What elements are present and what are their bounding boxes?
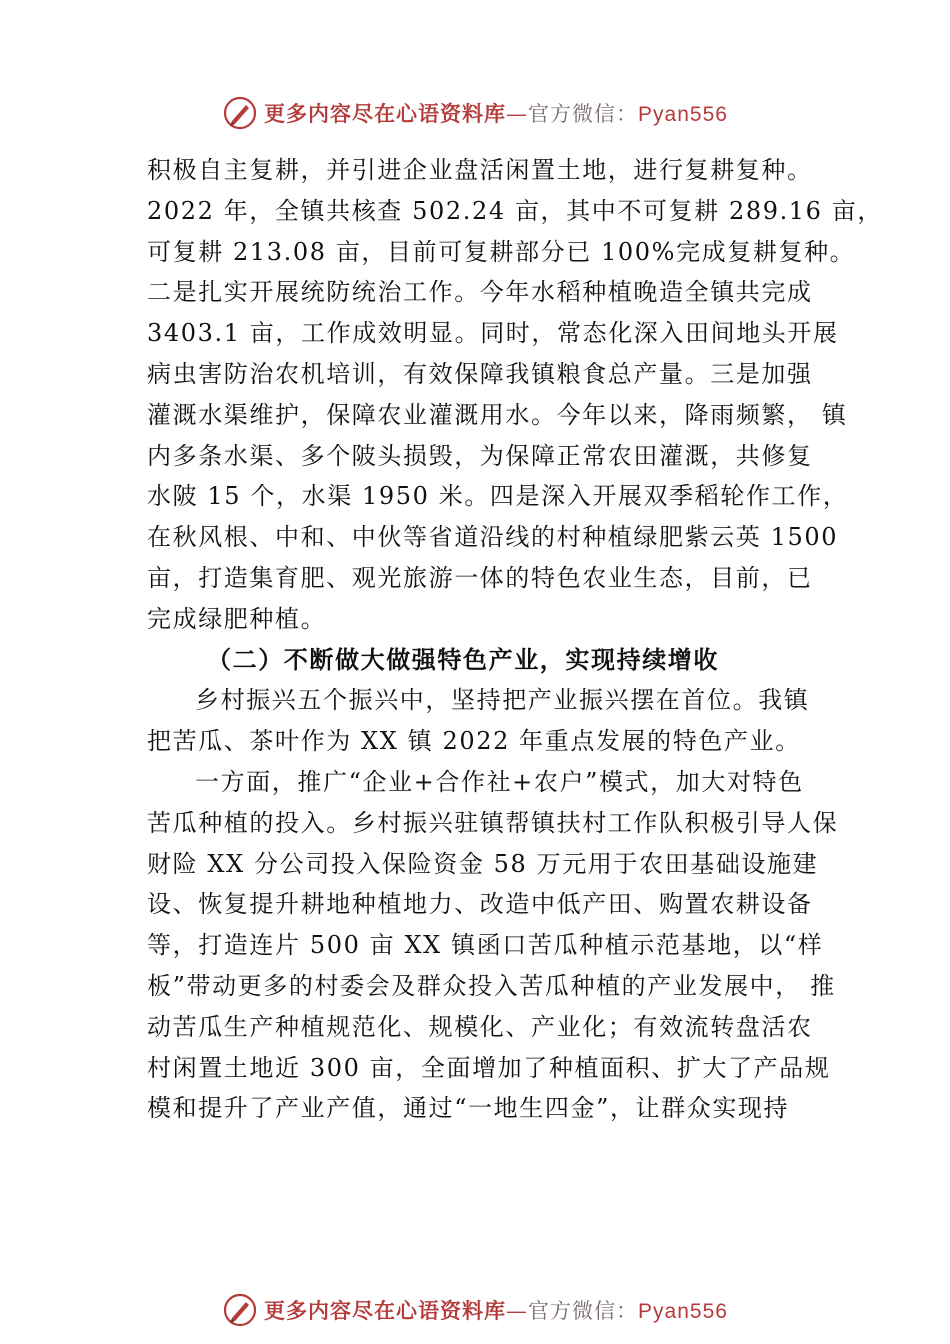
banner-separator: — (506, 1299, 529, 1323)
body-line: 设、恢复提升耕地种植地力、改造中低产田、购置农耕设备 (147, 890, 813, 919)
header-banner (0, 93, 950, 133)
banner-title: 更多内容尽在心语资料库 (264, 101, 507, 126)
banner-separator: — (506, 102, 529, 126)
body-line: 积极自主复耕，并引进企业盘活闲置土地，进行复耕复种。 (147, 156, 813, 184)
body-line: 苦瓜种植的投入。乡村振兴驻镇帮镇扶村工作队积极引导人保 (147, 808, 839, 837)
pen-logo-icon (222, 1292, 258, 1328)
body-line: 模和提升了产业产值，通过“一地生四金”，让群众实现持 (147, 1094, 790, 1123)
body-line: 可复耕 213.08 亩，目前可复耕部分已 100%完成复耕复种。 (147, 237, 856, 266)
banner-wechat-id: Pyan556 (638, 103, 728, 126)
body-line: 3403.1 亩，工作成效明显。同时，常态化深入田间地头开展 (147, 319, 839, 348)
body-line: 在秋风根、中和、中伙等省道沿线的村种植绿肥紫云英 1500 (147, 523, 839, 552)
body-line: 二是扎实开展统防统治工作。今年水稻种植晚造全镇共完成 (147, 278, 813, 307)
pen-logo-icon (222, 95, 258, 131)
banner-wechat-id: Pyan556 (638, 1300, 728, 1323)
body-line: 一方面，推广“企业+合作社+农户”模式，加大对特色 (195, 767, 804, 796)
body-line: 灌溉水渠维护，保障农业灌溉用水。今年以来，降雨频繁， 镇 (147, 400, 848, 429)
body-line: 乡村振兴五个振兴中，坚持把产业振兴摆在首位。我镇 (195, 686, 810, 715)
body-line: 动苦瓜生产种植规范化、规模化、产业化；有效流转盘活农 (147, 1012, 813, 1041)
body-line: 病虫害防治农机培训，有效保障我镇粮食总产量。三是加强 (147, 359, 813, 388)
body-line: 内多条水渠、多个陂头损毁，为保障正常农田灌溉，共修复 (147, 441, 813, 470)
body-line: 亩，打造集育肥、观光旅游一体的特色农业生态，目前，已 (147, 563, 813, 592)
body-line: 财险 XX 分公司投入保险资金 58 万元用于农田基础设施建 (147, 849, 819, 878)
footer-banner (0, 1290, 950, 1330)
body-line: 村闲置土地近 300 亩，全面增加了种植面积、扩大了产品规 (147, 1053, 831, 1082)
body-line: 2022 年，全镇共核查 502.24 亩，其中不可复耕 289.16 亩， (147, 196, 883, 225)
body-line: 板”带动更多的村委会及群众投入苦瓜种植的产业发展中， 推 (147, 971, 836, 1000)
banner-wechat-label: 官方微信： (528, 102, 639, 126)
body-line: 把苦瓜、茶叶作为 XX 镇 2022 年重点发展的特色产业。 (147, 727, 801, 756)
banner-title: 更多内容尽在心语资料库 (264, 1298, 507, 1323)
body-line: 水陂 15 个，水渠 1950 米。四是深入开展双季稻轮作工作， (147, 482, 849, 511)
banner-wechat-label: 官方微信： (528, 1299, 639, 1323)
section-heading: （二）不断做大做强特色产业，实现持续增收 (207, 644, 719, 674)
body-line: 等，打造连片 500 亩 XX 镇函口苦瓜种植示范基地，以“样 (147, 931, 824, 960)
document-body (147, 150, 883, 1129)
body-line: 完成绿肥种植。 (147, 604, 327, 633)
